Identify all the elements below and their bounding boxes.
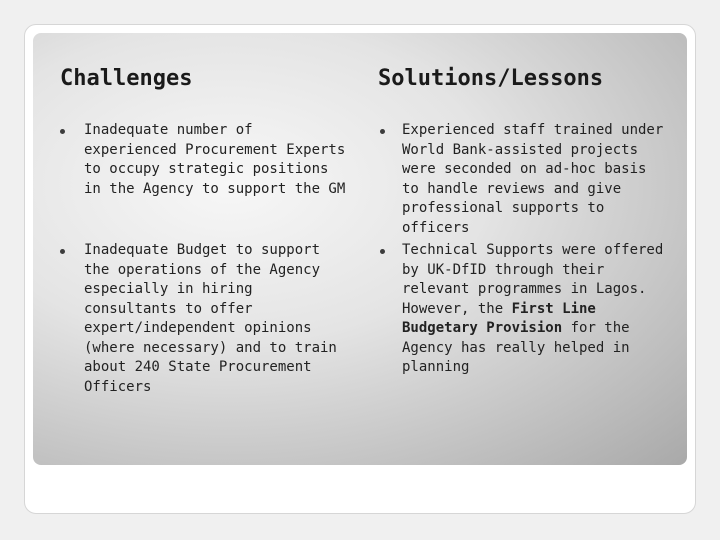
solutions-heading: Solutions/Lessons (378, 66, 604, 91)
challenges-heading: Challenges (60, 66, 193, 91)
solution-item-2 (402, 241, 666, 378)
challenge-item-1: Inadequate number of experienced Procurement Experts to occupy strategic positions in the Agency to support the GM (84, 122, 346, 197)
solution-item-2-bold: First Line Budgetary Provision (402, 300, 596, 336)
solution-item-1: Experienced staff trained under World Bank-assisted projects were seconded on ad-hoc basis to handle reviews and give professional supports to officers (402, 122, 664, 236)
challenge-item-2: Inadequate Budget to support the operations of the Agency especially in hiring consultants to offer expert/independent opinions (where necessary) and to train about 240 State Procurement Officers (84, 242, 337, 395)
bullet-icon (60, 249, 65, 254)
solution-item-2-text-after: for the Agency has really helped in planning (402, 320, 630, 375)
bullet-icon (380, 129, 385, 134)
bullet-icon (60, 129, 65, 134)
bullet-icon (380, 249, 385, 254)
solution-item-2-text-before: Technical Supports were offered by UK-DfID through their relevant programmes in Lagos. However, the (402, 242, 664, 317)
